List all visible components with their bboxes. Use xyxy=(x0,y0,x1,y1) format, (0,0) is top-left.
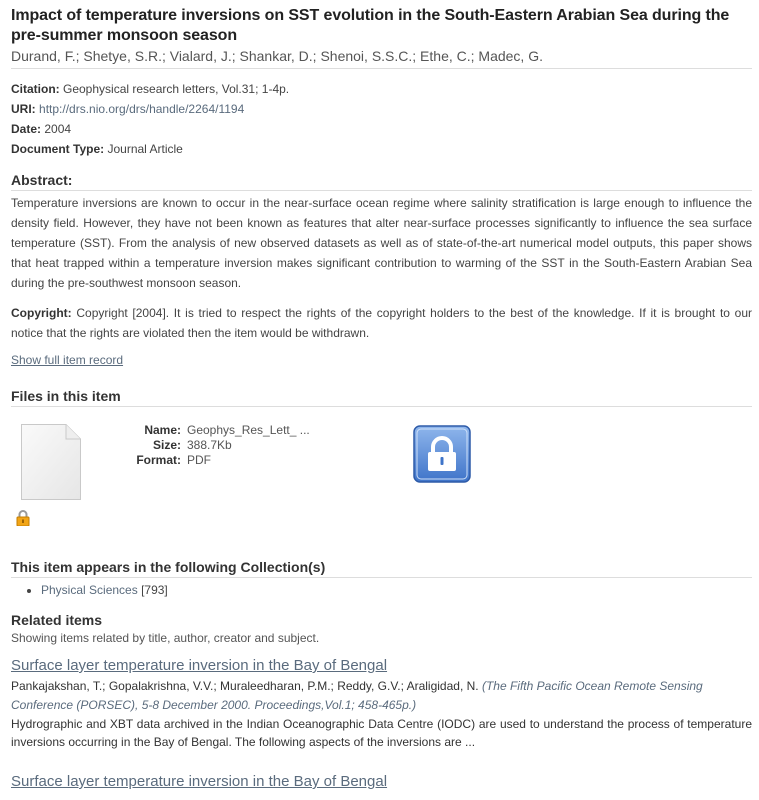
abstract-text: Temperature inversions are known to occur in the near-surface ocean regime where salinity stratification is large enough to influence the density field. However, they have not been known as features that alter near-surface processes significantly to influence the sea surface temperature (SST). From the analysis of new observed datasets as well as of state-of-the-art numerical model outputs, this paper shows that heat trapped within a temperature inversion makes significant contribution to warming of the SST in the South-Eastern Arabian Sea during the pre-southwest monsoon season. xyxy=(11,196,752,290)
file-size-row xyxy=(121,438,310,453)
collections-list xyxy=(11,580,752,600)
related-item-author-list: Pankajakshan, T.; Gopalakrishna, V.V.; Muraleedharan, P.M.; Reddy, G.V.; Araligidad, N. xyxy=(11,679,479,693)
file-format-value: PDF xyxy=(187,453,211,467)
date-label: Date: xyxy=(11,122,42,136)
related-item-description: Hydrographic and XBT data archived in the Indian Oceanographic Data Centre (IODC) are used to understand the process of temperature inversions occurring in the Bay of Bengal. The following aspects of the inversions are ... xyxy=(11,717,752,749)
collection-count: [793] xyxy=(141,583,168,597)
copyright-text: Copyright [2004]. It is tried to respect the rights of the copyright holders to the best of the knowledge. If it is brought to our notice that the rights are violated then the item would be withdrawn. xyxy=(11,306,752,340)
uri-row xyxy=(11,99,752,119)
doctype-row xyxy=(11,139,752,159)
citation-label: Citation: xyxy=(11,82,60,96)
doctype-value: Journal Article xyxy=(107,142,183,156)
related-item xyxy=(11,657,752,751)
related-heading: Related items xyxy=(11,612,103,628)
date-row xyxy=(11,119,752,139)
citation-value: Geophysical research letters, Vol.31; 1-4p. xyxy=(63,82,290,96)
related-item-title-link[interactable]: Surface layer temperature inversion in the Bay of Bengal xyxy=(11,657,388,674)
copyright-label: Copyright: xyxy=(11,306,72,320)
show-full-record-link[interactable]: Show full item record xyxy=(11,353,124,367)
item-page xyxy=(11,0,752,791)
file-name-row xyxy=(121,423,310,438)
file-name-label: Name: xyxy=(144,423,181,437)
related-item-title-link[interactable]: Surface layer temperature inversion in the Bay of Bengal xyxy=(11,773,388,790)
item-authors: Durand, F.; Shetye, S.R.; Vialard, J.; Shankar, D.; Shenoi, S.S.C.; Ethe, C.; Madec, G. xyxy=(11,46,752,69)
collection-item xyxy=(41,580,752,600)
item-metadata xyxy=(11,79,752,159)
date-value: 2004 xyxy=(44,122,72,136)
related-item-publication: (The Fifth Pacific Ocean Remote Sensing Conference (PORSEC), 5-8 December 2000. Proceedings,Vol.1; 458-465p.) xyxy=(11,679,703,712)
file-format-label: Format: xyxy=(136,453,181,467)
file-info xyxy=(121,423,310,468)
request-access-lock-icon[interactable] xyxy=(413,425,471,483)
file-name-value: Geophys_Res_Lett_ ... xyxy=(187,423,310,437)
citation-row xyxy=(11,79,752,99)
file-size-label: Size: xyxy=(152,438,181,452)
item-title: Impact of temperature inversions on SST evolution in the South-Eastern Arabian Sea during the pre-summer monsoon season xyxy=(11,7,730,44)
related-item-authors xyxy=(11,677,752,715)
access-restricted-lock-icon xyxy=(16,510,30,526)
collection-link[interactable]: Physical Sciences xyxy=(41,583,138,597)
file-size-value: 388.7Kb xyxy=(187,438,232,452)
file-thumbnail-icon[interactable] xyxy=(21,424,81,500)
abstract-heading: Abstract: xyxy=(11,171,752,191)
file-row xyxy=(11,407,752,542)
uri-label: URI: xyxy=(11,102,36,116)
related-item xyxy=(11,773,752,791)
uri-link[interactable]: http://drs.nio.org/drs/handle/2264/1194 xyxy=(39,102,245,116)
doctype-label: Document Type: xyxy=(11,142,105,156)
copyright-block xyxy=(11,303,752,343)
files-heading: Files in this item xyxy=(11,387,752,407)
related-subheading: Showing items related by title, author, creator and subject. xyxy=(11,631,320,645)
file-format-row xyxy=(121,453,310,468)
collections-heading: This item appears in the following Collection(s) xyxy=(11,558,752,578)
